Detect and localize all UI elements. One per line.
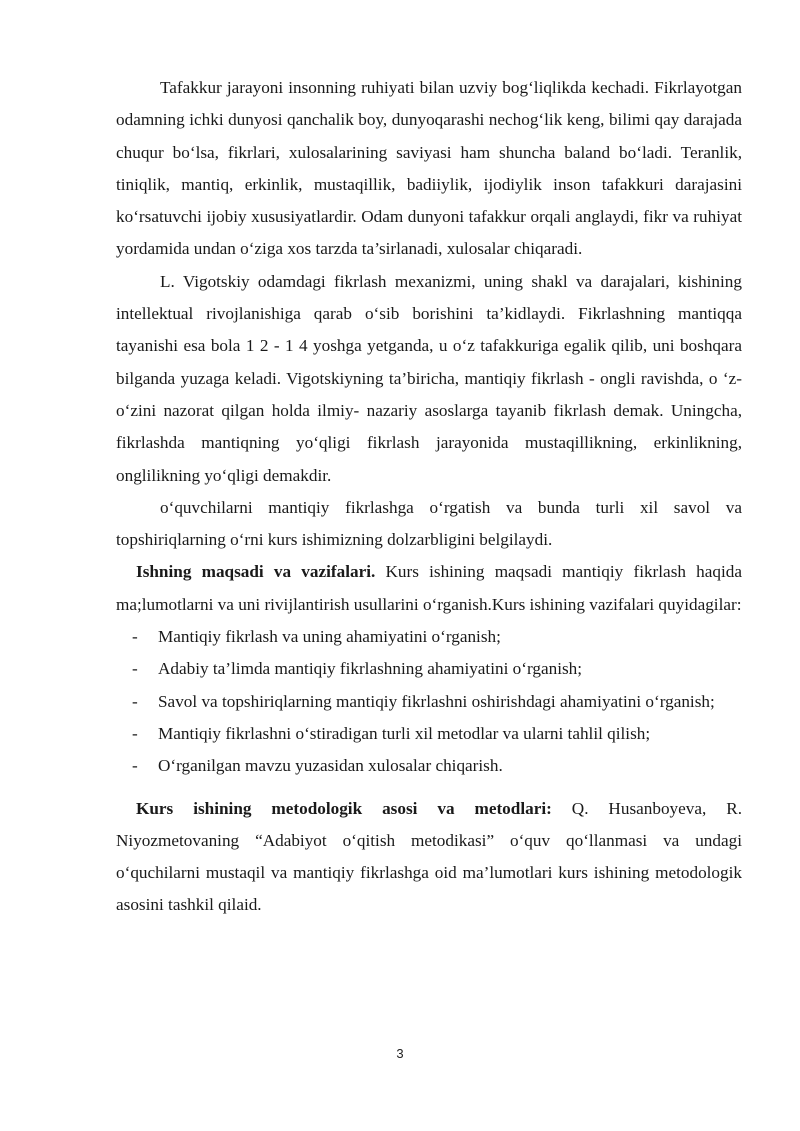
goals-heading: Ishning maqsadi va vazifalari. [136, 562, 376, 582]
paragraph-methodology [116, 793, 742, 922]
list-dash: - [132, 723, 138, 743]
list-dash: - [132, 756, 138, 776]
list-dash: - [132, 659, 138, 679]
goals-text: Kurs ishining maqsadi mantiqiy fikrlash haqida ma;lumotlarni va uni rivijlantirish usullarini o‘rganish.Kurs ishining vazifalari quyidagilar: [116, 562, 742, 614]
paragraph-2: L. Vigotskiy odamdagi fikrlash mexanizmi, uning shakl va darajalari, kishining intellektual rivojlanishiga qarab o‘sib borishini ta’kidlaydi. Fikrlashning mantiqqa tayanishi esa bola 1 2 - 1 4 yoshga yetganda, u o‘z tafakkuriga egalik qilib, uni boshqara bilganda yuzaga keladi. Vigotskiyning ta’biricha, mantiqiy fikrlash - ongli ravishda, o ‘z-o‘zini nazorat qilgan holda ilmiy- nazariy asoslarga tayanib fikrlash demak. Uningcha, fikrlashda mantiqning yo‘qligi fikrlash jarayonida mustaqillikning, erkinlikning, onglilikning yo‘qligi demakdir. [116, 271, 742, 485]
list-item [116, 686, 742, 718]
methodology-text: Q. Husanboyeva, R. Niyozmetovaning “Adabiyot o‘qitish metodikasi” o‘quv qo‘llanmasi va undagi o‘quchilarni mustaqil va mantiqiy fikrlashga oid ma’lumotlari kurs ishining metodologik asosini tashkil qilaid. [116, 798, 742, 915]
paragraph-goals [116, 556, 742, 621]
page-content [116, 72, 742, 922]
list-item [116, 621, 742, 653]
list-item-text: Mantiqiy fikrlash va uning ahamiyatini o‘rganish; [158, 627, 501, 647]
paragraph-3: o‘quvchilarni mantiqiy fikrlashga o‘rgatish va bunda turli xil savol va topshiriqlarning o‘rni kurs ishimizning dolzarbligini belgilaydi. [116, 497, 742, 550]
tasks-list [116, 621, 742, 782]
list-item-text: O‘rganilgan mavzu yuzasidan xulosalar chiqarish. [158, 756, 503, 776]
page-number: 3 [396, 1046, 404, 1061]
list-dash: - [132, 627, 138, 647]
list-item-text: Mantiqiy fikrlashni o‘stiradigan turli xil metodlar va ularni tahlil qilish; [158, 723, 651, 743]
list-item [116, 750, 742, 782]
list-item-text: Savol va topshiriqlarning mantiqiy fikrlashni oshirishdagi ahamiyatini o‘rganish; [158, 691, 715, 711]
list-dash: - [132, 691, 138, 711]
list-item-text: Adabiy ta’limda mantiqiy fikrlashning ahamiyatini o‘rganish; [158, 659, 583, 679]
list-item [116, 718, 742, 750]
paragraph-1: Tafakkur jarayoni insonning ruhiyati bilan uzviy bog‘liqlikda kechadi. Fikrlayotgan odamning ichki dunyosi qanchalik boy, dunyoqarashi nechog‘lik keng, bilimi qay darajada chuqur bo‘lsa, fikrlari, xulosalarining saviyasi ham shuncha baland bo‘ladi. Teranlik, tiniqlik, mantiq, erkinlik, mustaqillik, badiiylik, ijodiylik inson tafakkuri darajasini ko‘rsatuvchi ijobiy xususiyatlardir. Odam dunyoni tafakkur orqali anglaydi, fikr va ruhiyat yordamida undan o‘ziga xos tarzda ta’sirlanadi, xulosalar chiqaradi. [116, 78, 742, 259]
list-item [116, 653, 742, 685]
methodology-heading: Kurs ishining metodologik asosi va metodlari: [136, 798, 552, 818]
section-spacer [116, 783, 742, 793]
